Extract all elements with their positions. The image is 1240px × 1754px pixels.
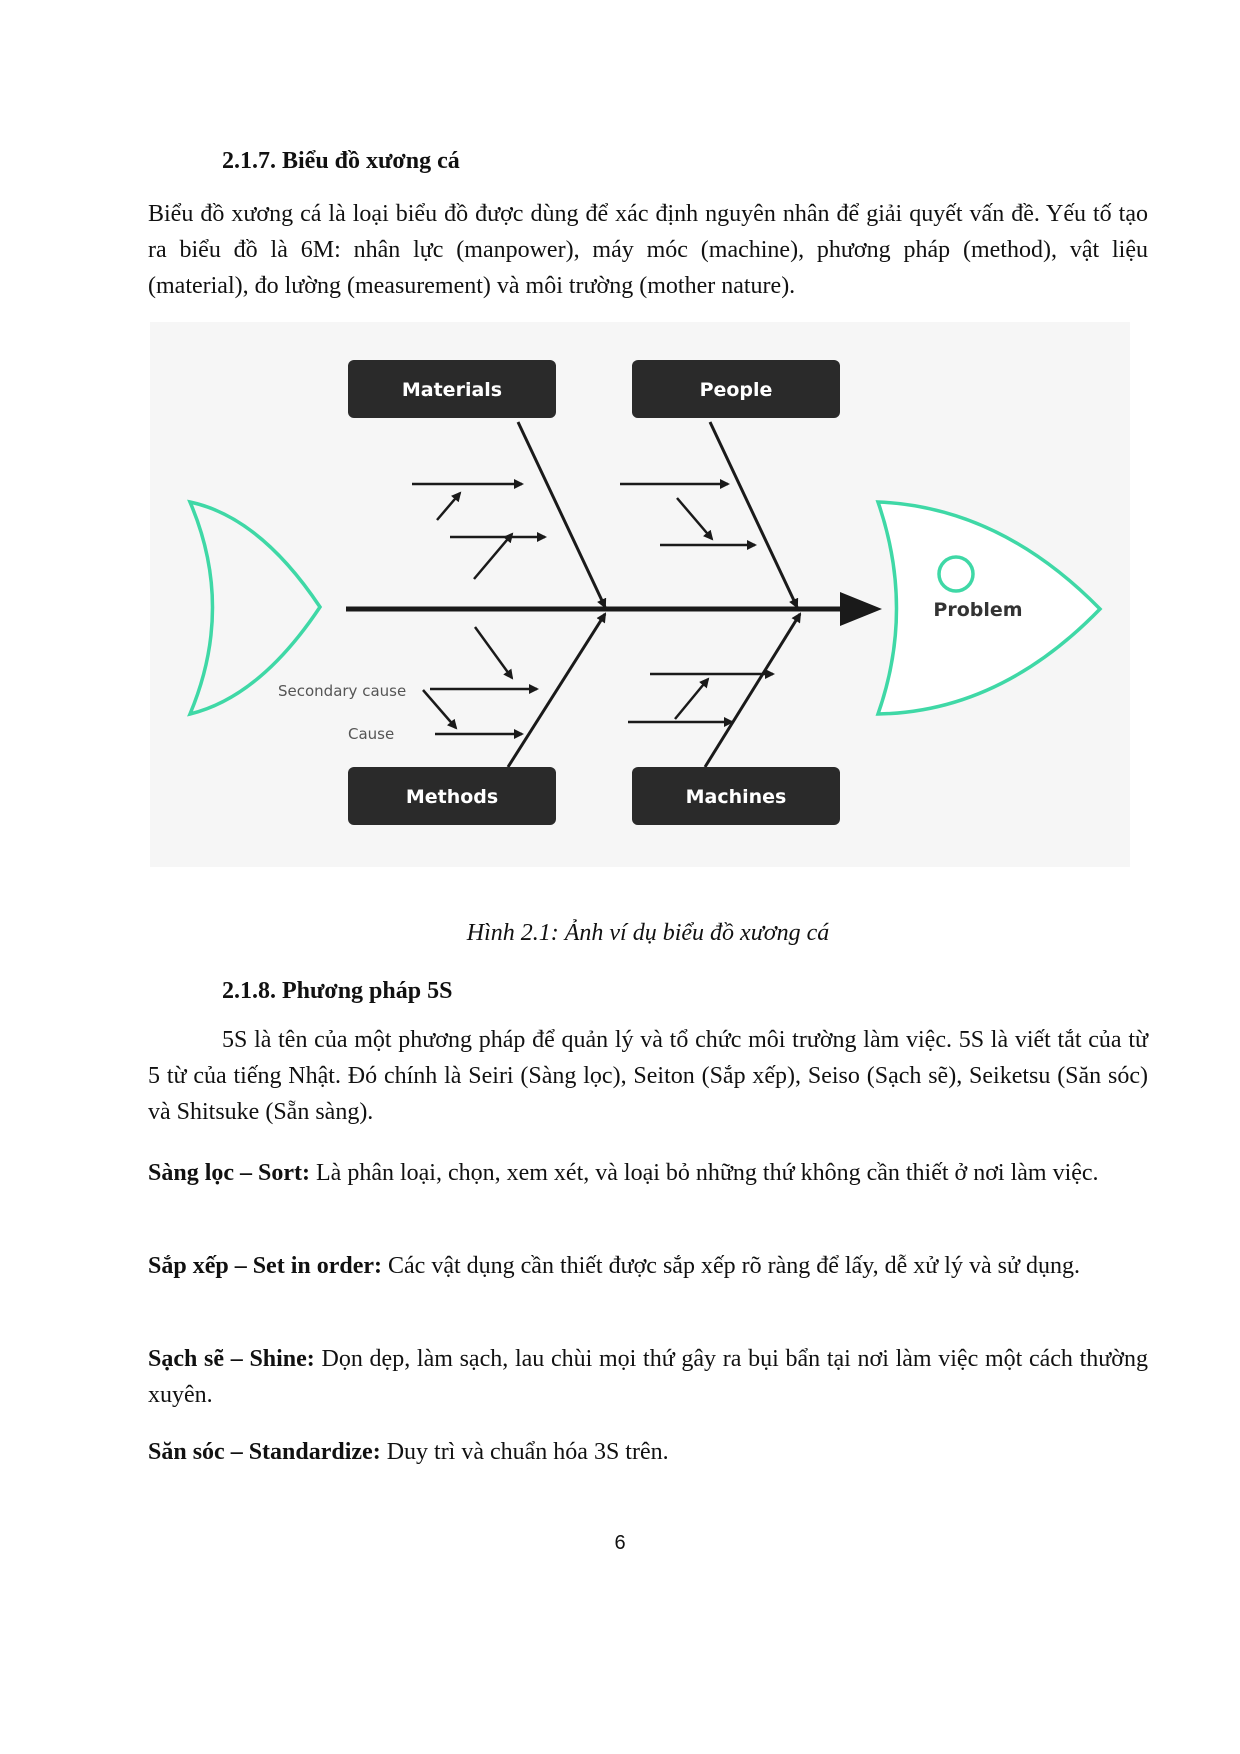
term-standardize: Săn sóc – Standardize:	[148, 1439, 381, 1465]
category-people	[632, 360, 840, 418]
definition-sort: Là phân loại, chọn, xem xét, và loại bỏ những thứ không cần thiết ở nơi làm việc.	[316, 1160, 1099, 1186]
cause-label: Cause	[348, 725, 395, 743]
bone-people	[710, 422, 797, 607]
section-heading-2-1-7: 2.1.7. Biểu đồ xương cá	[222, 148, 460, 174]
bone-materials	[518, 422, 605, 607]
category-methods-label: Methods	[405, 786, 499, 808]
list-item-set-in-order	[148, 1248, 1148, 1284]
secondary-cause-arrow	[475, 627, 512, 678]
term-shine: Sạch sẽ – Shine:	[148, 1346, 315, 1372]
secondary-cause-arrow	[677, 498, 712, 539]
definition-shine: Dọn dẹp, làm sạch, lau chùi mọi thứ gây ra bụi bẩn tại nơi làm việc một cách thường xuyên.	[148, 1346, 1149, 1408]
page-number: 6	[614, 1532, 626, 1554]
secondary-cause-arrow	[423, 690, 456, 728]
figure-caption: Hình 2.1: Ảnh ví dụ biểu đồ xương cá	[466, 920, 830, 946]
secondary-cause-arrow	[437, 493, 460, 520]
category-methods	[348, 767, 556, 825]
term-sort: Sàng lọc – Sort:	[148, 1160, 310, 1186]
secondary-cause-label: Secondary cause	[278, 682, 407, 700]
category-machines	[632, 767, 840, 825]
secondary-cause-arrow	[675, 679, 708, 719]
definition-standardize: Duy trì và chuẩn hóa 3S trên.	[386, 1439, 669, 1465]
section-2-1-8-intro: 5S là tên của một phương pháp để quản lý và tổ chức môi trường làm việc. 5S là viết tắt của từ 5 từ của tiếng Nhật. Đó chính là Seiri (Sàng lọc), Seiton (Sắp xếp), Seiso (Sạch sẽ), Seiketsu (Săn sóc) và Shitsuke (Sẵn sàng).	[148, 1027, 1148, 1125]
problem-label: Problem	[933, 599, 1023, 621]
list-item-shine	[148, 1341, 1148, 1413]
secondary-cause-arrow	[474, 534, 512, 579]
category-materials-label: Materials	[401, 379, 503, 401]
bone-methods	[508, 614, 605, 767]
category-people-label: People	[699, 379, 773, 401]
list-item-standardize	[148, 1434, 1148, 1470]
term-set-in-order: Sắp xếp – Set in order:	[148, 1253, 382, 1279]
section-2-1-7-paragraph: Biểu đồ xương cá là loại biểu đồ được dùng để xác định nguyên nhân để giải quyết vấn đề. Yếu tố tạo ra biểu đồ là 6M: nhân lực (manpower), máy móc (machine), phương pháp (method), vật liệu (material), đo lường (measurement) và môi trường (mother nature).	[148, 201, 1148, 299]
spine-arrowhead	[840, 592, 882, 626]
definition-set-in-order: Các vật dụng cần thiết được sắp xếp rõ ràng để lấy, dễ xử lý và sử dụng.	[388, 1253, 1080, 1279]
list-item-sort	[148, 1155, 1148, 1191]
bone-machines	[705, 614, 800, 767]
fishbone-diagram	[150, 322, 1130, 867]
category-materials	[348, 360, 556, 418]
category-machines-label: Machines	[685, 786, 787, 808]
section-heading-2-1-8: 2.1.8. Phương pháp 5S	[222, 978, 453, 1004]
